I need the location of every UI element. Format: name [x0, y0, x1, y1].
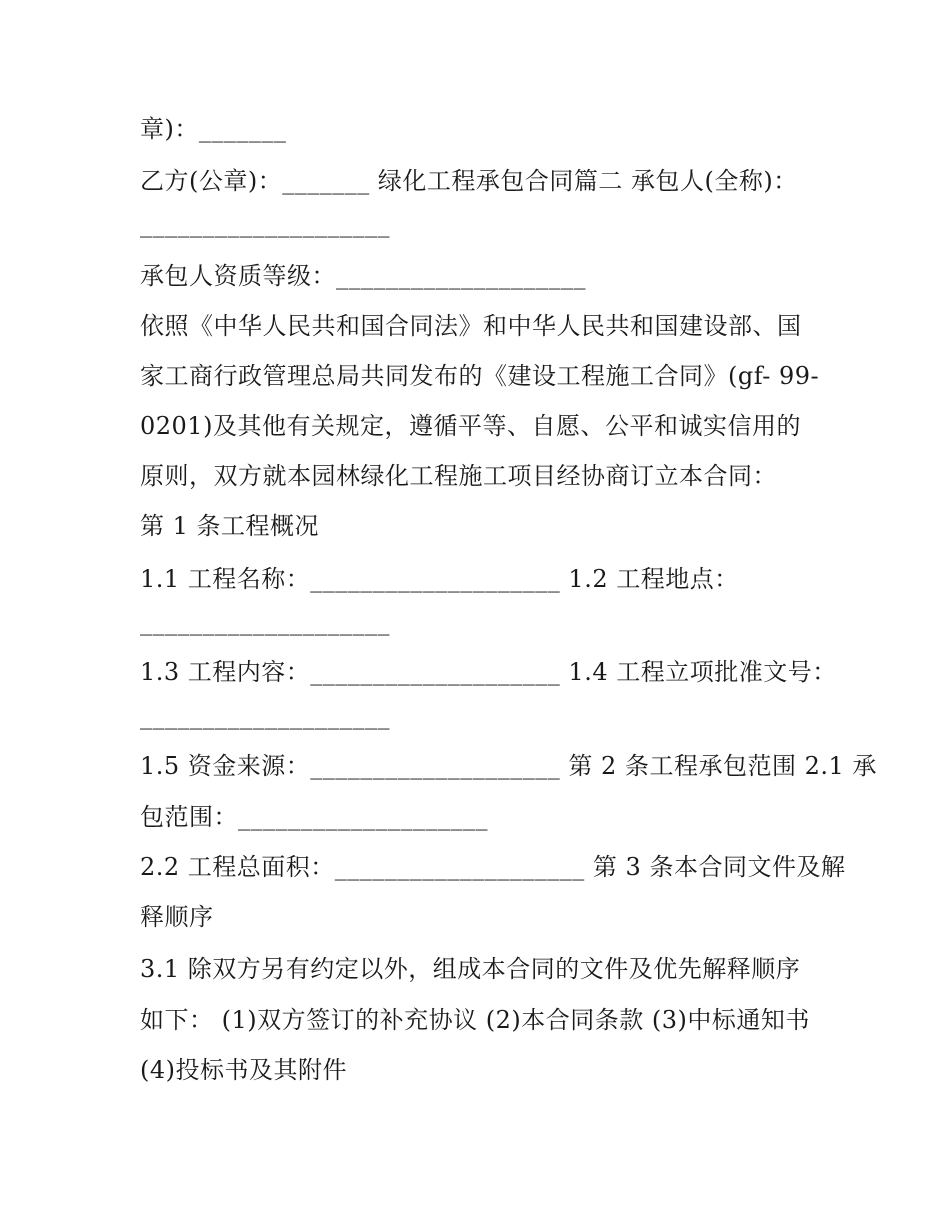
- text-line: 3.1 除双方另有约定以外，组成本合同的文件及优先解释顺序: [140, 955, 801, 983]
- text-line: 乙方(公章)：_______ 绿化工程承包合同篇二 承包人(全称)：: [140, 167, 798, 195]
- text-line: 1.5 资金来源：____________________ 第 2 条工程承包范围 2.1 承: [140, 752, 877, 780]
- text-line: 承包人资质等级：____________________: [140, 262, 586, 290]
- text-line: 包范围：____________________: [140, 803, 488, 831]
- text-line: 家工商行政管理总局共同发布的《建设工程施工合同》(gf- 99-: [140, 362, 820, 390]
- section-heading: 第 1 条工程概况: [140, 512, 320, 540]
- text-line: 1.1 工程名称：____________________ 1.2 工程地点：: [140, 565, 739, 593]
- text-line: 如下： (1)双方签订的补充协议 (2)本合同条款 (3)中标通知书: [140, 1006, 810, 1034]
- blank-line: ____________________: [140, 702, 390, 730]
- blank-line: ____________________: [140, 210, 390, 238]
- text-line: 释顺序: [140, 903, 214, 931]
- text-line: 依照《中华人民共和国合同法》和中华人民共和国建设部、国: [140, 312, 802, 340]
- text-line: 章)：_______: [140, 115, 287, 143]
- text-line: 1.3 工程内容：____________________ 1.4 工程立项批准文号：: [140, 658, 837, 686]
- text-line: 0201)及其他有关规定，遵循平等、自愿、公平和诚实信用的: [140, 412, 801, 440]
- blank-line: ____________________: [140, 608, 390, 636]
- text-line: 2.2 工程总面积：____________________ 第 3 条本合同文件及解: [140, 853, 846, 881]
- text-line: (4)投标书及其附件: [140, 1056, 347, 1084]
- text-line: 原则，双方就本园林绿化工程施工项目经协商订立本合同：: [140, 462, 777, 490]
